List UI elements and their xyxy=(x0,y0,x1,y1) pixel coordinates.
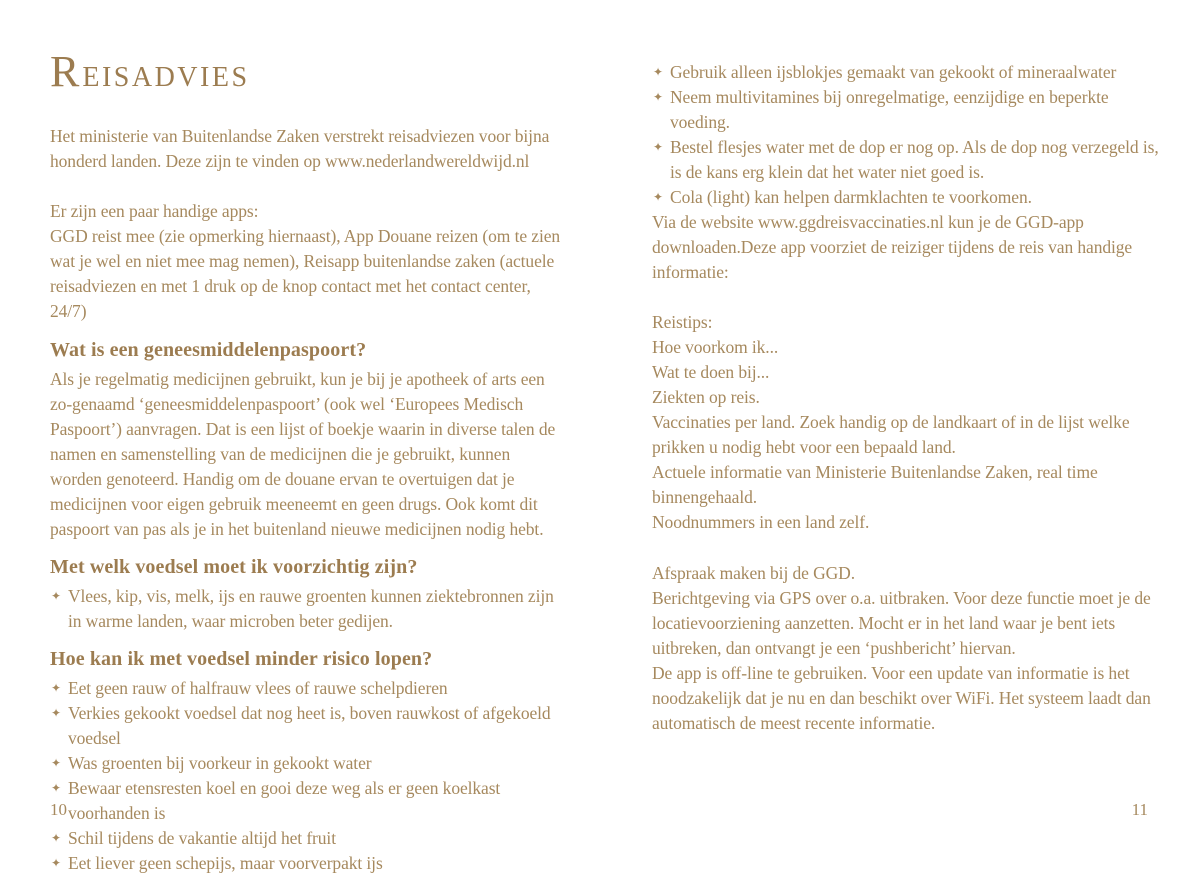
feature-line: Ziekten op reis. xyxy=(652,387,760,407)
feature-line: Actuele informatie van Ministerie Buitenlandse Zaken, real time binnengehaald. xyxy=(652,462,1098,507)
list-item-text: Eet liever geen schepijs, maar voorverpakt ijs xyxy=(68,853,383,873)
list-item xyxy=(652,135,1168,185)
list-item-text: Gebruik alleen ijsblokjes gemaakt van gekookt of mineraalwater xyxy=(670,62,1117,82)
feature-line: Hoe voorkom ik... xyxy=(652,337,779,357)
list-item-text: Verkies gekookt voedsel dat nog heet is, boven rauwkost of afgekoeld voedsel xyxy=(68,703,551,748)
apps-intro-line: Er zijn een paar handige apps: xyxy=(50,201,259,221)
list-item xyxy=(50,751,564,776)
list-item xyxy=(50,676,564,701)
page-number-right: 11 xyxy=(1131,800,1148,819)
app-features-block xyxy=(652,310,1168,535)
section-body: Als je regelmatig medicijnen gebruikt, kun je bij je apotheek of arts een zo-genaamd ‘geneesmiddelenpaspoort’ (ook wel ‘Europees Medisch Paspoort’) aanvragen. Dat is een lijst of boekje waarin in diverse talen de namen en samenstelling van de medicijnen die je gebruikt, kunnen worden genoteerd. Handig om de douane ervan te overtuigen dat je medicijnen voor eigen gebruik meeneemt en geen drugs. Ook komt dit paspoort van pas als je in het buitenland nieuwe medicijnen nodig hebt. xyxy=(50,369,556,539)
list-item-text: Eet geen rauw of halfrauw vlees of rauwe schelpdieren xyxy=(68,678,448,698)
ggd-line: Afspraak maken bij de GGD. xyxy=(652,563,855,583)
bullet-icon: ✦ xyxy=(653,90,663,104)
bullet-icon: ✦ xyxy=(51,706,61,720)
section-food-risk xyxy=(50,646,564,876)
section-medicine-passport xyxy=(50,337,564,542)
bullet-icon: ✦ xyxy=(51,589,61,603)
list-item xyxy=(50,851,564,876)
bullet-icon: ✦ xyxy=(51,681,61,695)
list-item-text: Vlees, kip, vis, melk, ijs en rauwe groenten kunnen ziektebronnen zijn in warme landen, waar microben beter gedijen. xyxy=(68,586,554,631)
bullet-icon: ✦ xyxy=(51,856,61,870)
list-item xyxy=(50,776,564,826)
bullet-icon: ✦ xyxy=(653,65,663,79)
list-item-text: Bewaar etensresten koel en gooi deze weg als er geen koelkast voorhanden is xyxy=(68,778,501,823)
ggd-line: Berichtgeving via GPS over o.a. uitbraken. Voor deze functie moet je de locatievoorziening aanzetten. Mocht er in het land waar je bent iets uitbreken, dan ontvangt je een ‘pushbericht’ hiervan. xyxy=(652,588,1151,658)
ggd-line: De app is off-line te gebruiken. Voor een update van informatie is het noodzakelijk dat je nu en dan beschikt over WiFi. Het systeem laadt dan automatisch de meest recente informatie. xyxy=(652,663,1151,733)
ggd-app-paragraph: Via de website www.ggdreisvaccinaties.nl kun je de GGD-app downloaden.Deze app voorziet de reiziger tijdens de reis van handige informatie: xyxy=(652,212,1133,282)
page-number-left: 10 xyxy=(50,800,67,819)
section-heading: Met welk voedsel moet ik voorzichtig zijn? xyxy=(50,556,418,578)
list-item xyxy=(652,185,1168,210)
bullet-icon: ✦ xyxy=(51,781,61,795)
page-left xyxy=(50,47,564,888)
ggd-appointment-block xyxy=(652,561,1168,736)
page-right xyxy=(652,60,1168,736)
bullet-icon: ✦ xyxy=(653,140,663,154)
section-heading: Wat is een geneesmiddelenpaspoort? xyxy=(50,339,367,361)
apps-paragraph xyxy=(50,199,564,324)
apps-text: GGD reist mee (zie opmerking hiernaast), App Douane reizen (om te zien wat je wel en niet mee mag nemen), Reisapp buitenlandse zaken (actuele reisadviezen en met 1 druk op de knop contact met het contact center, 24/7) xyxy=(50,226,561,321)
section-heading: Hoe kan ik met voedsel minder risico lopen? xyxy=(50,648,433,670)
list-item-text: Cola (light) kan helpen darmklachten te voorkomen. xyxy=(670,187,1032,207)
feature-line: Wat te doen bij... xyxy=(652,362,770,382)
list-item-text: Neem multivitamines bij onregelmatige, eenzijdige en beperkte voeding. xyxy=(670,87,1109,132)
section-food-careful xyxy=(50,554,564,634)
list-item xyxy=(50,584,564,634)
list-item-text: Was groenten bij voorkeur in gekookt water xyxy=(68,753,372,773)
bullet-list xyxy=(50,584,564,634)
list-item xyxy=(50,701,564,751)
list-item xyxy=(652,85,1168,135)
page-title: REISADVIES xyxy=(50,47,250,96)
bullet-list xyxy=(50,676,564,876)
intro-paragraph: Het ministerie van Buitenlandse Zaken verstrekt reisadviezen voor bijna honderd landen. Deze zijn te vinden op www.nederlandwereldwijd.nl xyxy=(50,126,550,171)
bullet-icon: ✦ xyxy=(51,831,61,845)
water-tips-list xyxy=(652,60,1168,210)
list-item xyxy=(652,60,1168,85)
list-item-text: Schil tijdens de vakantie altijd het fruit xyxy=(68,828,336,848)
feature-line: Reistips: xyxy=(652,312,713,332)
list-item-text: Bestel flesjes water met de dop er nog op. Als de dop nog verzegeld is, is de kans erg klein dat het water niet goed is. xyxy=(670,137,1159,182)
bullet-icon: ✦ xyxy=(51,756,61,770)
feature-line: Vaccinaties per land. Zoek handig op de landkaart of in de lijst welke prikken u nodig hebt voor een bepaald land. xyxy=(652,412,1130,457)
bullet-icon: ✦ xyxy=(653,190,663,204)
feature-line: Noodnummers in een land zelf. xyxy=(652,512,870,532)
list-item xyxy=(50,826,564,851)
